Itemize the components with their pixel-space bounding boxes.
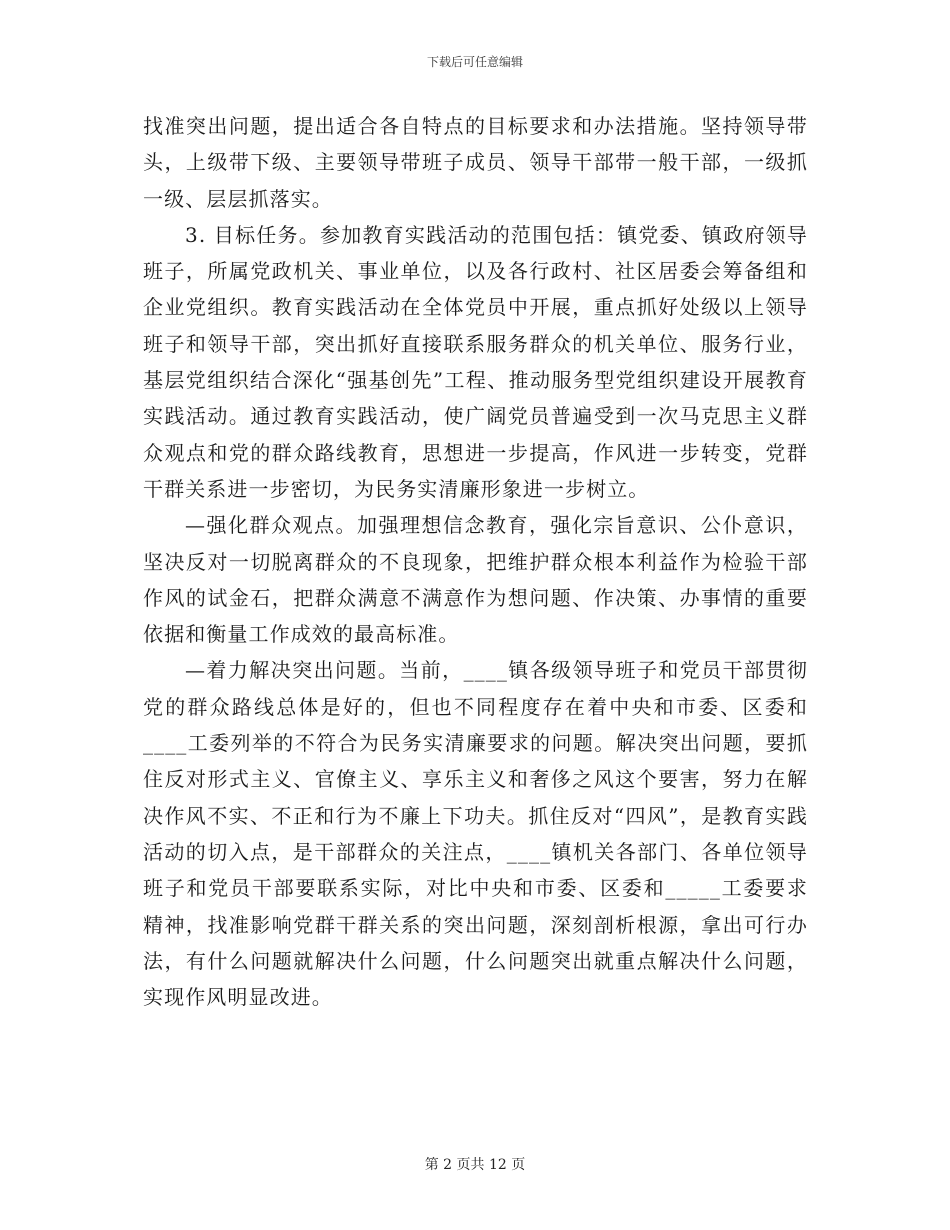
page-header: 下载后可任意编辑 [426, 55, 523, 69]
document-body [143, 108, 808, 1015]
paragraph-1: 找准突出问题，提出适合各自特点的目标要求和办法措施。坚持领导带头，上级带下级、主要领导带班子成员、领导干部带一般干部，一级抓一级、层层抓落实。 [143, 114, 808, 211]
paragraph-3: —强化群众观点。加强理想信念教育，强化宗旨意识、公仆意识，坚决反对一切脱离群众的不良现象，把维护群众根本利益作为检验干部作风的试金石，把群众满意不满意作为想问题、作决策、办事情的重要依据和衡量工作成效的最高标准。 [143, 513, 808, 647]
paragraph-4: —着力解决突出问题。当前，____镇各级领导班子和党员干部贯彻党的群众路线总体是好的，但也不同程度存在着中央和市委、区委和____工委列举的不符合为民务实清廉要求的问题。解决突出问题，要抓住反对形式主义、官僚主义、享乐主义和奢侈之风这个要害，努力在解决作风不实、不正和行为不廉上下功夫。抓住反对“四风”，是教育实践活动的切入点，是干部群众的关注点，____镇机关各部门、各单位领导班子和党员干部要联系实际，对比中央和市委、区委和_____工委要求精神，找准影响党群干群关系的突出问题，深刻剖析根源，拿出可行办法，有什么问题就解决什么问题，什么问题突出就重点解决什么问题，实现作风明显改进。 [143, 658, 808, 1010]
paragraph-2: 3. 目标任务。参加教育实践活动的范围包括：镇党委、镇政府领导班子，所属党政机关、事业单位，以及各行政村、社区居委会筹备组和企业党组织。教育实践活动在全体党员中开展，重点抓好处级以上领导班子和领导干部，突出抓好直接联系服务群众的机关单位、服务行业，基层党组织结合深化“强基创先”工程、推动服务型党组织建设开展教育实践活动。通过教育实践活动，使广阔党员普遍受到一次马克思主义群众观点和党的群众路线教育，思想进一步提高，作风进一步转变，党群干群关系进一步密切，为民务实清廉形象进一步树立。 [143, 222, 808, 501]
page-footer: 第 2 页共 12 页 [424, 1157, 526, 1173]
